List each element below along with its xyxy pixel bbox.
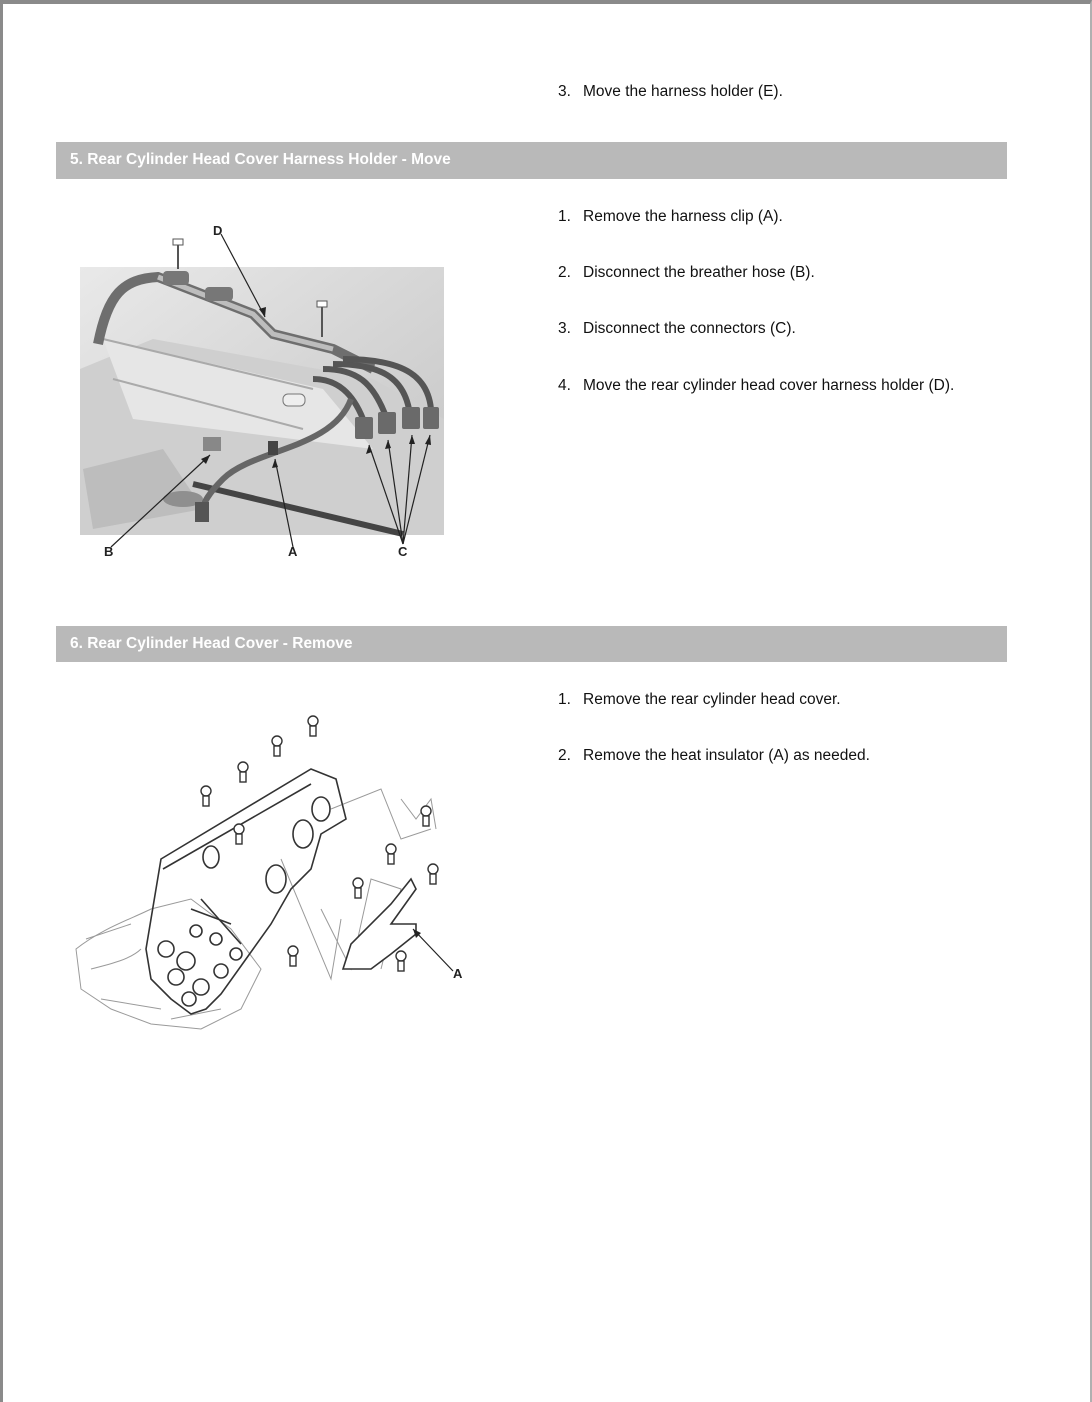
harness-diagram-icon: [73, 219, 453, 564]
step-text: Disconnect the connectors (C).: [583, 320, 796, 337]
step-number: 1.: [558, 208, 571, 225]
step-item: [558, 747, 870, 765]
step-number: 3.: [558, 320, 571, 337]
leader-line-a: [413, 929, 453, 971]
step-text: Move the harness holder (E).: [583, 83, 783, 100]
section-title: 5. Rear Cylinder Head Cover Harness Holder - Move: [70, 151, 451, 168]
step-text: Remove the heat insulator (A) as needed.: [583, 747, 870, 764]
engine-harness-illustration: [73, 219, 453, 564]
step-number: 3.: [558, 83, 571, 100]
head-cover-diagram-icon: [71, 709, 481, 1039]
step-item: [558, 320, 796, 338]
step-text: Remove the harness clip (A).: [583, 208, 783, 225]
section-title: 6. Rear Cylinder Head Cover - Remove: [70, 635, 353, 652]
step-item: [558, 208, 783, 226]
step-item: [558, 83, 783, 101]
step-number: 2.: [558, 264, 571, 281]
step-text: Disconnect the breather hose (B).: [583, 264, 815, 281]
step-item: [558, 377, 954, 395]
step-item: [558, 691, 841, 709]
callout-label-a: A: [288, 544, 298, 559]
section-header-6: [56, 626, 1007, 662]
callout-label-c: C: [398, 544, 408, 559]
step-text: Move the rear cylinder head cover harness holder (D).: [583, 377, 955, 394]
step-number: 1.: [558, 691, 571, 708]
callout-label-a: A: [453, 966, 463, 981]
cylinder-head-cover-exploded-illustration: [71, 709, 481, 1039]
callout-label-d: D: [213, 223, 223, 238]
step-number: 2.: [558, 747, 571, 764]
callout-label-b: B: [104, 544, 114, 559]
section-header-5: [56, 142, 1007, 179]
step-number: 4.: [558, 377, 571, 394]
step-item: [558, 264, 815, 282]
step-text: Remove the rear cylinder head cover.: [583, 691, 841, 708]
